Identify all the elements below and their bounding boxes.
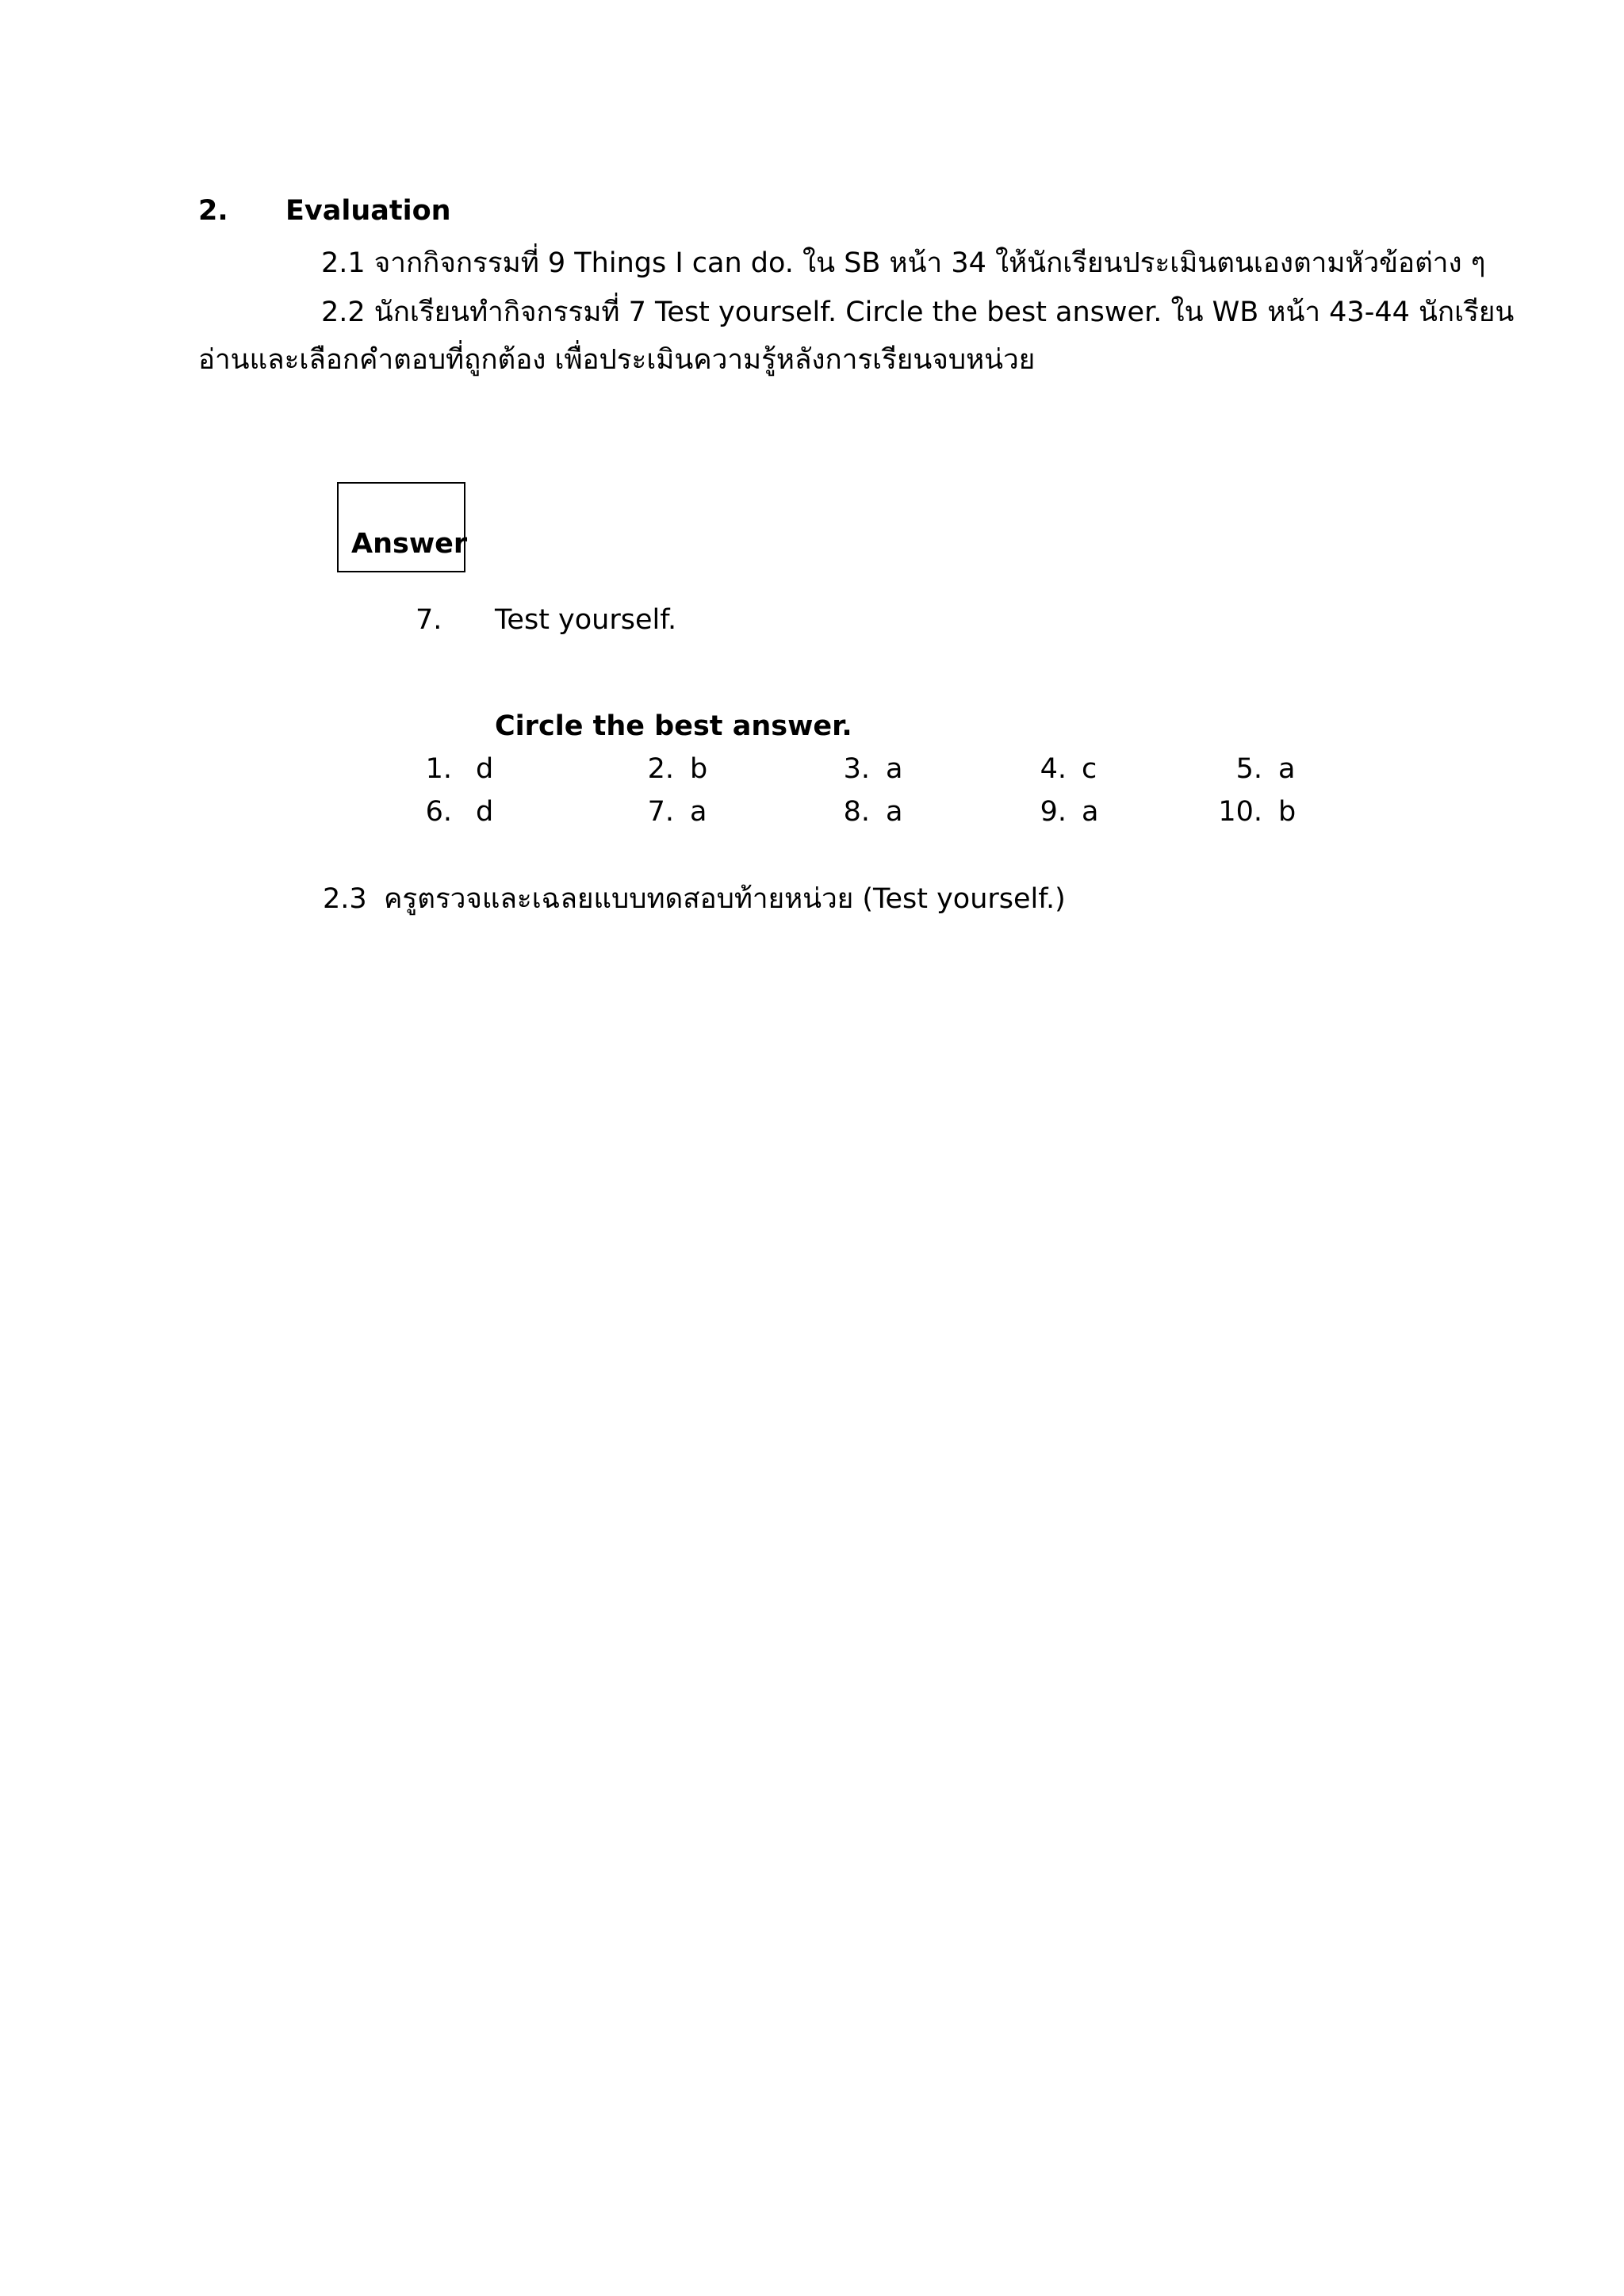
answer-value: a bbox=[1278, 753, 1296, 785]
answer-value: b bbox=[1278, 796, 1297, 828]
answer-number: 5. bbox=[1235, 753, 1262, 785]
answer-number: 9. bbox=[1040, 796, 1067, 828]
activity-title: Test yourself. bbox=[495, 604, 677, 636]
answer-value: a bbox=[886, 753, 903, 785]
answer-number: 2. bbox=[647, 753, 674, 785]
answer-number: 10. bbox=[1218, 796, 1262, 828]
item-2-3-text: ครูตรวจและเฉลยแบบทดสอบท้ายหน่วย (Test yourself.) bbox=[384, 883, 1066, 915]
answer-number: 1. bbox=[425, 753, 452, 785]
answer-value: a bbox=[1082, 796, 1099, 828]
answer-box bbox=[337, 482, 468, 572]
answer-number: 7. bbox=[647, 796, 674, 828]
section-number: 2. bbox=[198, 195, 228, 227]
section-title: Evaluation bbox=[285, 195, 451, 227]
activity-number: 7. bbox=[416, 604, 442, 636]
answer-value: a bbox=[690, 796, 707, 828]
answer-value: d bbox=[476, 753, 494, 785]
answer-value: d bbox=[476, 796, 494, 828]
answer-number: 3. bbox=[843, 753, 870, 785]
answer-value: b bbox=[690, 753, 708, 785]
answer-label: Answer bbox=[351, 528, 468, 560]
item-2-2-line2: อ่านและเลือกคำตอบที่ถูกต้อง เพื่อประเมินความรู้หลังการเรียนจบหน่วย bbox=[198, 344, 1036, 376]
item-2-3-number: 2.3 bbox=[323, 883, 367, 915]
answer-number: 4. bbox=[1040, 753, 1067, 785]
answer-number: 6. bbox=[425, 796, 452, 828]
answer-value: c bbox=[1082, 753, 1097, 785]
activity-instruction: Circle the best answer. bbox=[495, 710, 852, 742]
item-2-2-line1: 2.2 นักเรียนทำกิจกรรมที่ 7 Test yourself. Circle the best answer. ใน WB หน้า 43-44 นักเรียน bbox=[321, 297, 1515, 328]
item-2-1: 2.1 จากกิจกรรมที่ 9 Things I can do. ใน SB หน้า 34 ให้นักเรียนประเมินตนเองตามหัวข้อต่าง ๆ bbox=[321, 247, 1486, 279]
answer-value: a bbox=[886, 796, 903, 828]
answer-number: 8. bbox=[843, 796, 870, 828]
